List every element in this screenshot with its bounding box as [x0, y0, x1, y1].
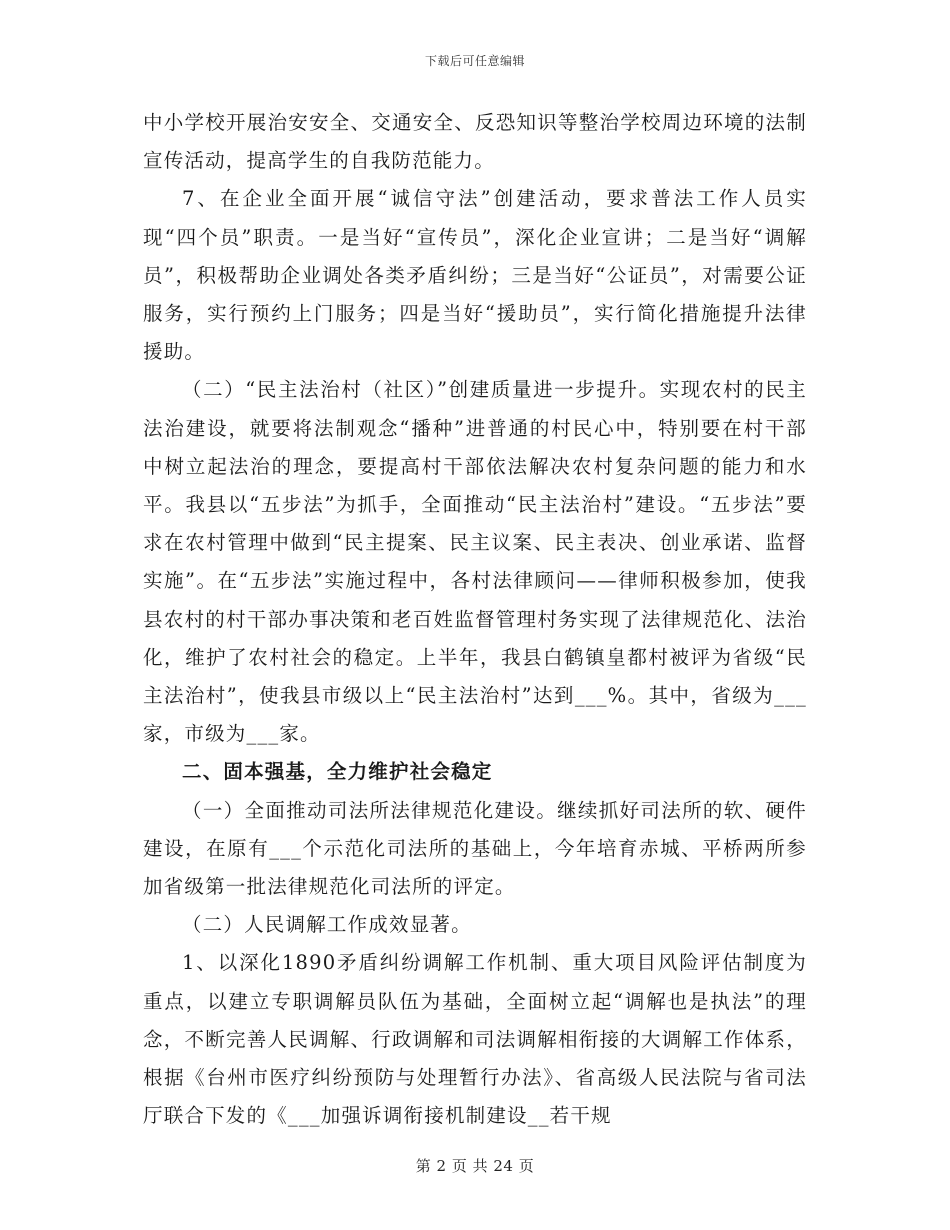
paragraph-6: 1、以深化1890矛盾纠纷调解工作机制、重大项目风险评估制度为重点，以建立专职调解员队伍为基础，全面树立起“调解也是执法”的理念，不断完善人民调解、行政调解和司法调解相衔接的大调解工作体系，根据《台州市医疗纠纷预防与处理暂行办法》、省高级人民法院与省司法厅联合下发的《___加强诉调衔接机制建设__若干规: [143, 951, 807, 1128]
page-header: 下载后可任意编辑: [424, 54, 525, 68]
paragraph-5: （二）人民调解工作成效显著。: [182, 913, 472, 937]
paragraph-3: （二）“民主法治村（社区）”创建质量进一步提升。实现农村的民主法治建设，就要将法制观念“播种”进普通的村民心中，特别要在村干部中树立起法治的理念，要提高村干部依法解决农村复杂问题的能力和水平。我县以“五步法”为抓手，全面推动“民主法治村”建设。“五步法”要求在农村管理中做到“民主提案、民主议案、民主表决、创业承诺、监督实施”。在“五步法”实施过程中，各村法律顾问——律师积极参加，使我县农村的村干部办事决策和老百姓监督管理村务实现了法律规范化、法治化，维护了农村社会的稳定。上半年，我县白鹤镇皇都村被评为省级“民主法治村”，使我县市级以上“民主法治村”达到___%。其中，省级为___家，市级为___家。: [143, 378, 807, 746]
paragraph-2: 7、在企业全面开展“诚信守法”创建活动，要求普法工作人员实现“四个员”职责。一是当好“宣传员”，深化企业宣讲；二是当好“调解员”，积极帮助企业调处各类矛盾纠纷；三是当好“公证员”，对需要公证服务，实行预约上门服务；四是当好“援助员”，实行简化措施提升法律援助。: [143, 187, 807, 364]
document-body: [143, 104, 807, 1135]
paragraph-4: （一）全面推动司法所法律规范化建设。继续抓好司法所的软、硬件建设，在原有___个示范化司法所的基础上，今年培育赤城、平桥两所参加省级第一批法律规范化司法所的评定。: [143, 798, 807, 899]
page-footer: 第 2 页 共 24 页: [415, 1157, 535, 1175]
paragraph-1: 中小学校开展治安安全、交通安全、反恐知识等整治学校周边环境的法制宣传活动，提高学生的自我防范能力。: [143, 111, 807, 173]
section-heading: 二、固本强基，全力维护社会稳定: [182, 760, 493, 784]
